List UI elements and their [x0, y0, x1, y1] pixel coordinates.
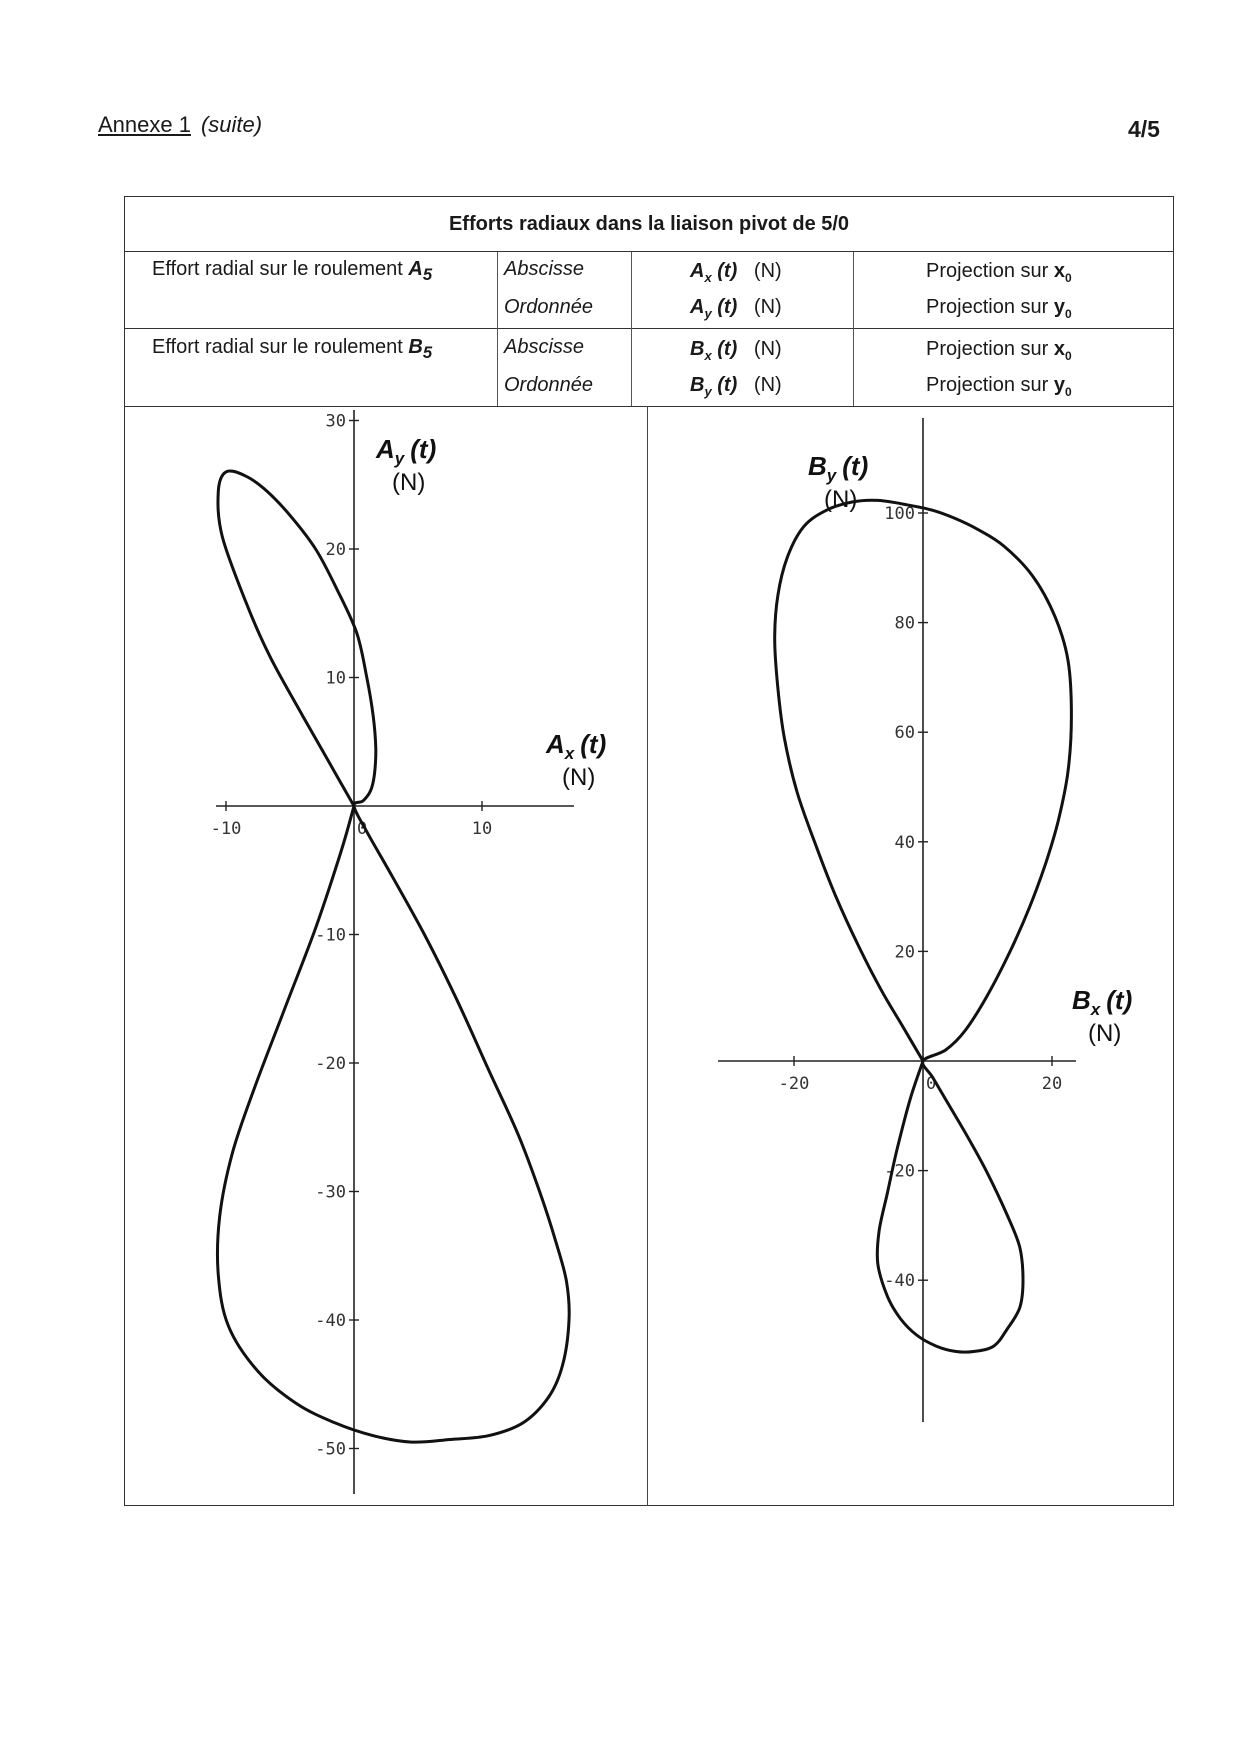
- chart-a-curve-plot: [126, 408, 646, 1504]
- sym-sub: y: [704, 306, 712, 321]
- y-tick-label-b: -20: [884, 1161, 915, 1182]
- projection-x0-a: [926, 260, 1072, 285]
- bearing-letter: B: [408, 336, 423, 358]
- x-axis-label-b: $B_x$ (t): [1072, 985, 1133, 1019]
- sym-t: (t): [717, 260, 738, 282]
- sym-sub: y: [704, 384, 712, 399]
- x-axis-label-a-unit: (N): [562, 764, 596, 791]
- annex-title: Annexe 1: [98, 112, 191, 137]
- x-tick-label-b: -20: [778, 1074, 810, 1094]
- bearing-letter: A: [408, 258, 423, 280]
- annex-suite: (suite): [200, 112, 263, 137]
- bearing-label-text: Effort radial sur le roulement: [152, 258, 403, 280]
- x-tick-label-a: 10: [471, 819, 493, 839]
- proj-axis-sub: 0: [1064, 349, 1072, 363]
- bearing-sub: 5: [422, 265, 433, 284]
- bearing-label-b: [152, 336, 432, 363]
- y-tick-label-b: 20: [894, 942, 915, 963]
- projection-x0-b: [926, 338, 1072, 363]
- y-axis-label-a-unit: (N): [392, 469, 426, 496]
- y-tick-label-a: -40: [315, 1311, 346, 1331]
- proj-axis: x: [1053, 338, 1065, 360]
- proj-axis-sub: 0: [1064, 385, 1072, 399]
- sym: A: [690, 296, 705, 318]
- proj-axis: y: [1053, 296, 1065, 318]
- proj-text: Projection sur: [926, 338, 1049, 360]
- projection-y0-b: [926, 374, 1072, 399]
- x-tick-label-a: 0: [357, 819, 368, 839]
- sym-sub: x: [704, 270, 712, 285]
- y-axis-label-b-unit: (N): [824, 486, 858, 513]
- chart-b-curve-plot: [650, 408, 1172, 1504]
- x-axis-label-a: $A_x$ (t): [546, 729, 607, 763]
- column-divider: [497, 252, 498, 406]
- annex-heading: [98, 112, 262, 138]
- y-axis-label-b: $B_y$ (t): [808, 451, 869, 485]
- proj-axis-sub: 0: [1064, 271, 1072, 285]
- y-tick-label-b: 60: [894, 723, 915, 744]
- y-tick-label-a: -30: [315, 1182, 346, 1203]
- symbol-ax: [690, 260, 782, 285]
- y-axis-label-a: $A_y$ (t): [376, 434, 437, 468]
- sym-t: (t): [717, 296, 738, 318]
- table-title: Efforts radiaux dans la liaison pivot de 5/0: [124, 196, 1174, 252]
- kind-ordonnee-a: Ordonnée: [504, 296, 593, 318]
- sym: B: [690, 338, 705, 360]
- row-divider: [124, 328, 1174, 329]
- y-tick-label-b: 100: [884, 504, 915, 524]
- kind-abscisse-a: Abscisse: [504, 258, 585, 280]
- column-divider: [631, 252, 632, 406]
- y-tick-label-a: -50: [315, 1439, 346, 1460]
- sym-sub: x: [704, 348, 712, 363]
- y-tick-label-b: 40: [894, 832, 915, 853]
- bearing-label-a: [152, 258, 432, 285]
- proj-axis: x: [1053, 260, 1065, 282]
- sym: B: [690, 374, 705, 396]
- page-number: 4/5: [1128, 116, 1160, 142]
- kind-abscisse-b: Abscisse: [504, 336, 585, 358]
- symbol-ay: [690, 296, 782, 321]
- y-tick-label-b: -40: [884, 1271, 915, 1292]
- y-tick-label-a: 10: [325, 668, 346, 689]
- x-tick-label-a: -10: [210, 819, 242, 839]
- x-tick-label-b: 0: [926, 1074, 937, 1094]
- bearing-sub: 5: [422, 343, 433, 362]
- sym-t: (t): [717, 374, 738, 396]
- proj-text: Projection sur: [926, 374, 1049, 396]
- sym-t: (t): [717, 338, 738, 360]
- proj-axis: y: [1053, 374, 1065, 396]
- row-divider: [124, 406, 1174, 407]
- force-curve-a: [217, 471, 569, 1442]
- projection-y0-a: [926, 296, 1072, 321]
- y-tick-label-a: -20: [315, 1054, 346, 1074]
- unit: (N): [753, 338, 782, 360]
- y-tick-label-b: 80: [894, 613, 915, 634]
- unit: (N): [753, 374, 782, 396]
- kind-ordonnee-b: Ordonnée: [504, 374, 593, 396]
- y-tick-label-a: 20: [325, 540, 346, 560]
- symbol-by: [690, 374, 782, 399]
- proj-axis-sub: 0: [1064, 307, 1072, 321]
- sym: A: [690, 260, 705, 282]
- bearing-label-text: Effort radial sur le roulement: [152, 336, 403, 358]
- unit: (N): [753, 260, 782, 282]
- y-tick-label-a: 30: [325, 411, 346, 432]
- proj-text: Projection sur: [926, 260, 1049, 282]
- proj-text: Projection sur: [926, 296, 1049, 318]
- y-tick-label-a: -10: [315, 925, 346, 946]
- x-tick-label-b: 20: [1041, 1074, 1063, 1094]
- x-axis-label-b-unit: (N): [1088, 1020, 1122, 1047]
- symbol-bx: [690, 338, 782, 363]
- plots-divider: [647, 406, 648, 1506]
- column-divider: [853, 252, 854, 406]
- unit: (N): [753, 296, 782, 318]
